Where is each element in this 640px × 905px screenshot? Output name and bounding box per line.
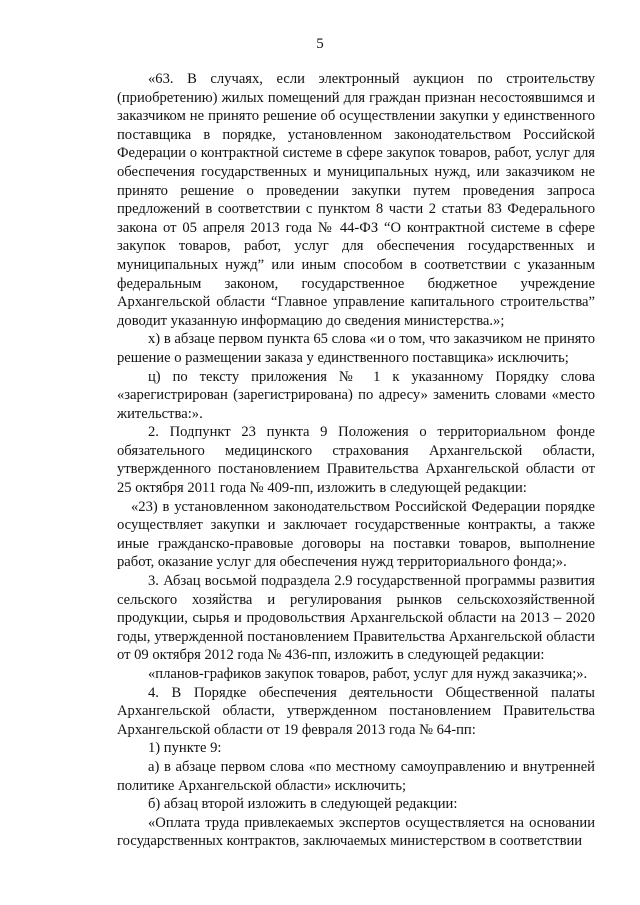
paragraph-subitem-ts: ц) по тексту приложения № 1 к указанному Порядку слова «зарегистрирован (зарегистрирована) по адресу» заменить словами «место жительства:».: [117, 368, 595, 422]
paragraph-subitem-a: а) в абзаце первом слова «по местному самоуправлению и внутренней политике Архангельской области» исключить;: [117, 758, 595, 794]
paragraph-item-3: 3. Абзац восьмой подраздела 2.9 государственной программы развития сельского хозяйства и регулирования рынков сельскохозяйственной продукции, сырья и продовольствия Архангельской области на 2013 – 2020 годы, утвержденной постановлением Правительства Архангельской области от 09 октября 2012 года № 436-пп, изложить в следующей редакции:: [117, 573, 595, 664]
paragraph-quote-plans: «планов-графиков закупок товаров, работ, услуг для нужд заказчика;».: [148, 666, 588, 682]
paragraph-quote-23: «23) в установленном законодательством Российской Федерации порядке осуществляет закупки и заключает государственные контракты, а также иные гражданско-правовые договоры на поставки товаров, выполнение работ, оказание услуг для обеспечения нужд территориального фонда;».: [117, 498, 595, 571]
paragraph-subitem-b: б) абзац второй изложить в следующей редакции:: [148, 796, 458, 813]
document-body: [117, 70, 595, 851]
paragraph-quote-payment: «Оплата труда привлекаемых экспертов осуществляется на основании государственных контрактов, заключаемых министерством в соответствии: [117, 814, 595, 850]
paragraph-subitem-kh: х) в абзаце первом пункта 65 слова «и о том, что заказчиком не принято решение о размещении заказа у единственного поставщика» исключить;: [117, 331, 595, 366]
paragraph-subitem-1: 1) пункте 9:: [148, 740, 222, 757]
page-number: 5: [316, 36, 324, 52]
paragraph-item-63: «63. В случаях, если электронный аукцион по строительству (приобретению) жилых помещений для граждан признан несостоявшимся и заказчиком не принято решение об осуществлении закупки у единственного поставщика в порядке, установленном законодательством Российской Федерации о контрактной системе в сфере закупок товаров, работ, услуг для обеспечения государственных и муниципальных нужд, или заказчиком не принято решение о проведении закупки путем проведения запроса предложений в соответствии с пунктом 8 части 2 статьи 83 Федерального закона от 05 апреля 2013 года № 44-ФЗ “О контрактной системе в сфере закупок товаров, работ, услуг для обеспечения государственных и муниципальных нужд” или иным способом в соответствии с указанным федеральным законом, государственное бюджетное учреждение Архангельской области “Главное управление капитального строительства” доводит указанную информацию до сведения министерства.»;: [117, 71, 595, 329]
paragraph-item-2: 2. Подпункт 23 пункта 9 Положения о территориальном фонде обязательного медицинского страхования Архангельской области, утвержденного постановлением Правительства Архангельской области от 25 октября 2011 года № 409-пп, изложить в следующей редакции:: [117, 424, 595, 497]
paragraph-item-4: 4. В Порядке обеспечения деятельности Общественной палаты Архангельской области, утвержденном постановлением Правительства Архангельской области от 19 февраля 2013 года № 64-пп:: [117, 684, 595, 738]
